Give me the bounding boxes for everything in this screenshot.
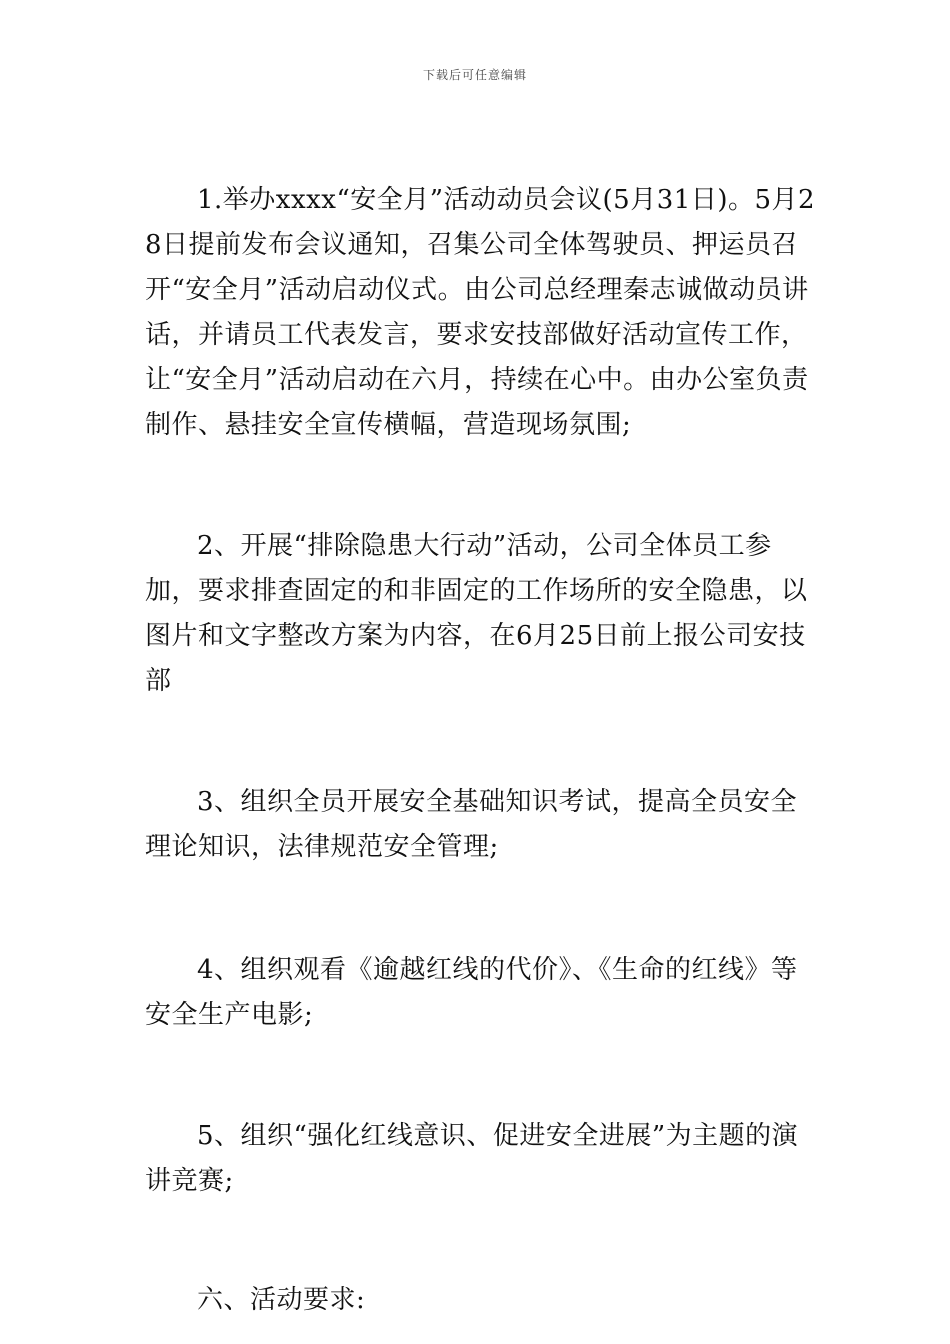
paragraph-item-4: 4、组织观看《逾越红线的代价》、《生命的红线》等安全生产电影;	[145, 955, 798, 1030]
section-heading-requirements: 六、活动要求:	[197, 1285, 366, 1315]
paragraph-item-3: 3、组织全员开展安全基础知识考试，提高全员安全理论知识，法律规范安全管理;	[145, 787, 798, 862]
header-note: 下载后可任意编辑	[422, 68, 527, 82]
paragraph-item-5: 5、组织“强化红线意识、促进安全进展”为主题的演讲竞赛;	[145, 1121, 799, 1196]
paragraph-item-1: 1.举办xxxx“安全月”活动动员会议(5月31日)。5月28日提前发布会议通知，召集公司全体驾驶员、押运员召开“安全月”活动启动仪式。由公司总经理秦志诚做动员讲话，并请员工代表发言，要求安技部做好活动宣传工作，让“安全月”活动启动在六月，持续在心中。由办公室负责制作、悬挂安全宣传横幅，营造现场氛围;	[145, 185, 816, 440]
document-body	[145, 178, 817, 1323]
paragraph-item-2: 2、开展“排除隐患大行动”活动，公司全体员工参加，要求排查固定的和非固定的工作场所的安全隐患，以图片和文字整改方案为内容，在6月25日前上报公司安技部	[145, 531, 808, 696]
